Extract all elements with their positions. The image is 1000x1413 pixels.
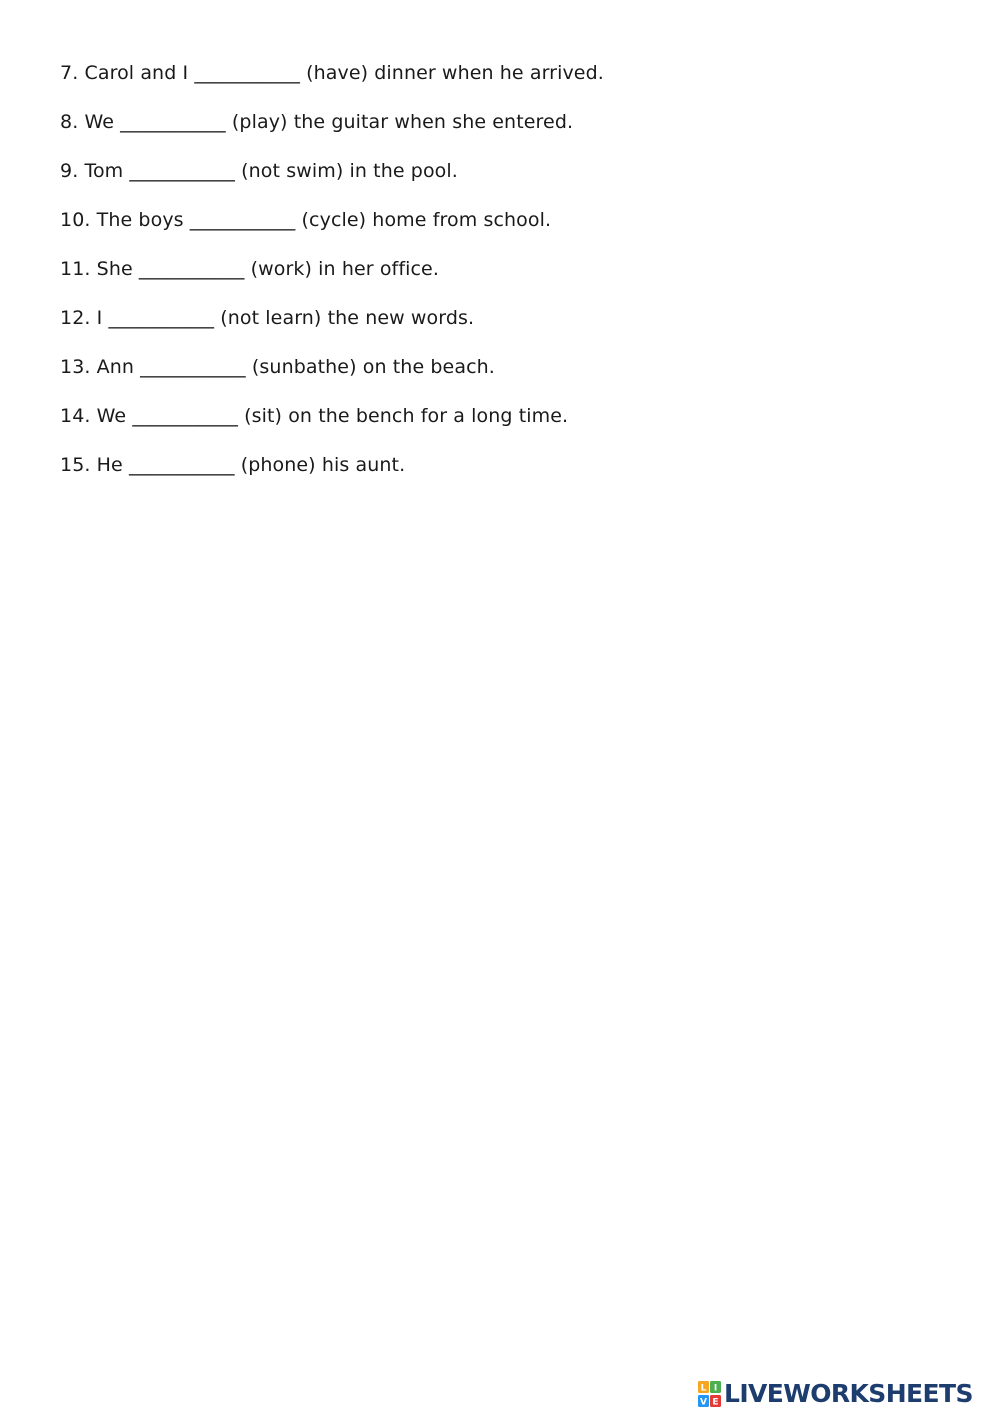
exercise-item-8: 8. We ___________ (play) the guitar when she entered. bbox=[60, 111, 574, 133]
exercise-item-15: 15. He ___________ (phone) his aunt. bbox=[60, 454, 406, 476]
liveworksheets-branding bbox=[698, 1377, 973, 1411]
exercise-item-7: 7. Carol and I ___________ (have) dinner when he arrived. bbox=[60, 62, 604, 84]
exercise-item-9: 9. Tom ___________ (not swim) in the pool. bbox=[60, 160, 458, 182]
exercise-item-10: 10. The boys ___________ (cycle) home from school. bbox=[60, 209, 552, 231]
exercise-item-11: 11. She ___________ (work) in her office. bbox=[60, 258, 439, 280]
logo-letter-e: E bbox=[712, 1397, 719, 1407]
exercise-item-12: 12. I ___________ (not learn) the new words. bbox=[60, 307, 475, 329]
logo-letter-i: I bbox=[713, 1383, 718, 1394]
logo-letter-v: V bbox=[700, 1397, 707, 1407]
exercise-item-13: 13. Ann ___________ (sunbathe) on the beach. bbox=[60, 356, 495, 378]
brand-name: LIVEWORKSHEETS bbox=[724, 1379, 973, 1408]
exercise-list bbox=[60, 58, 940, 499]
logo-letter-l: L bbox=[700, 1383, 707, 1394]
liveworksheets-logo-icon bbox=[698, 1381, 721, 1407]
exercise-item-14: 14. We ___________ (sit) on the bench for a long time. bbox=[60, 405, 569, 427]
